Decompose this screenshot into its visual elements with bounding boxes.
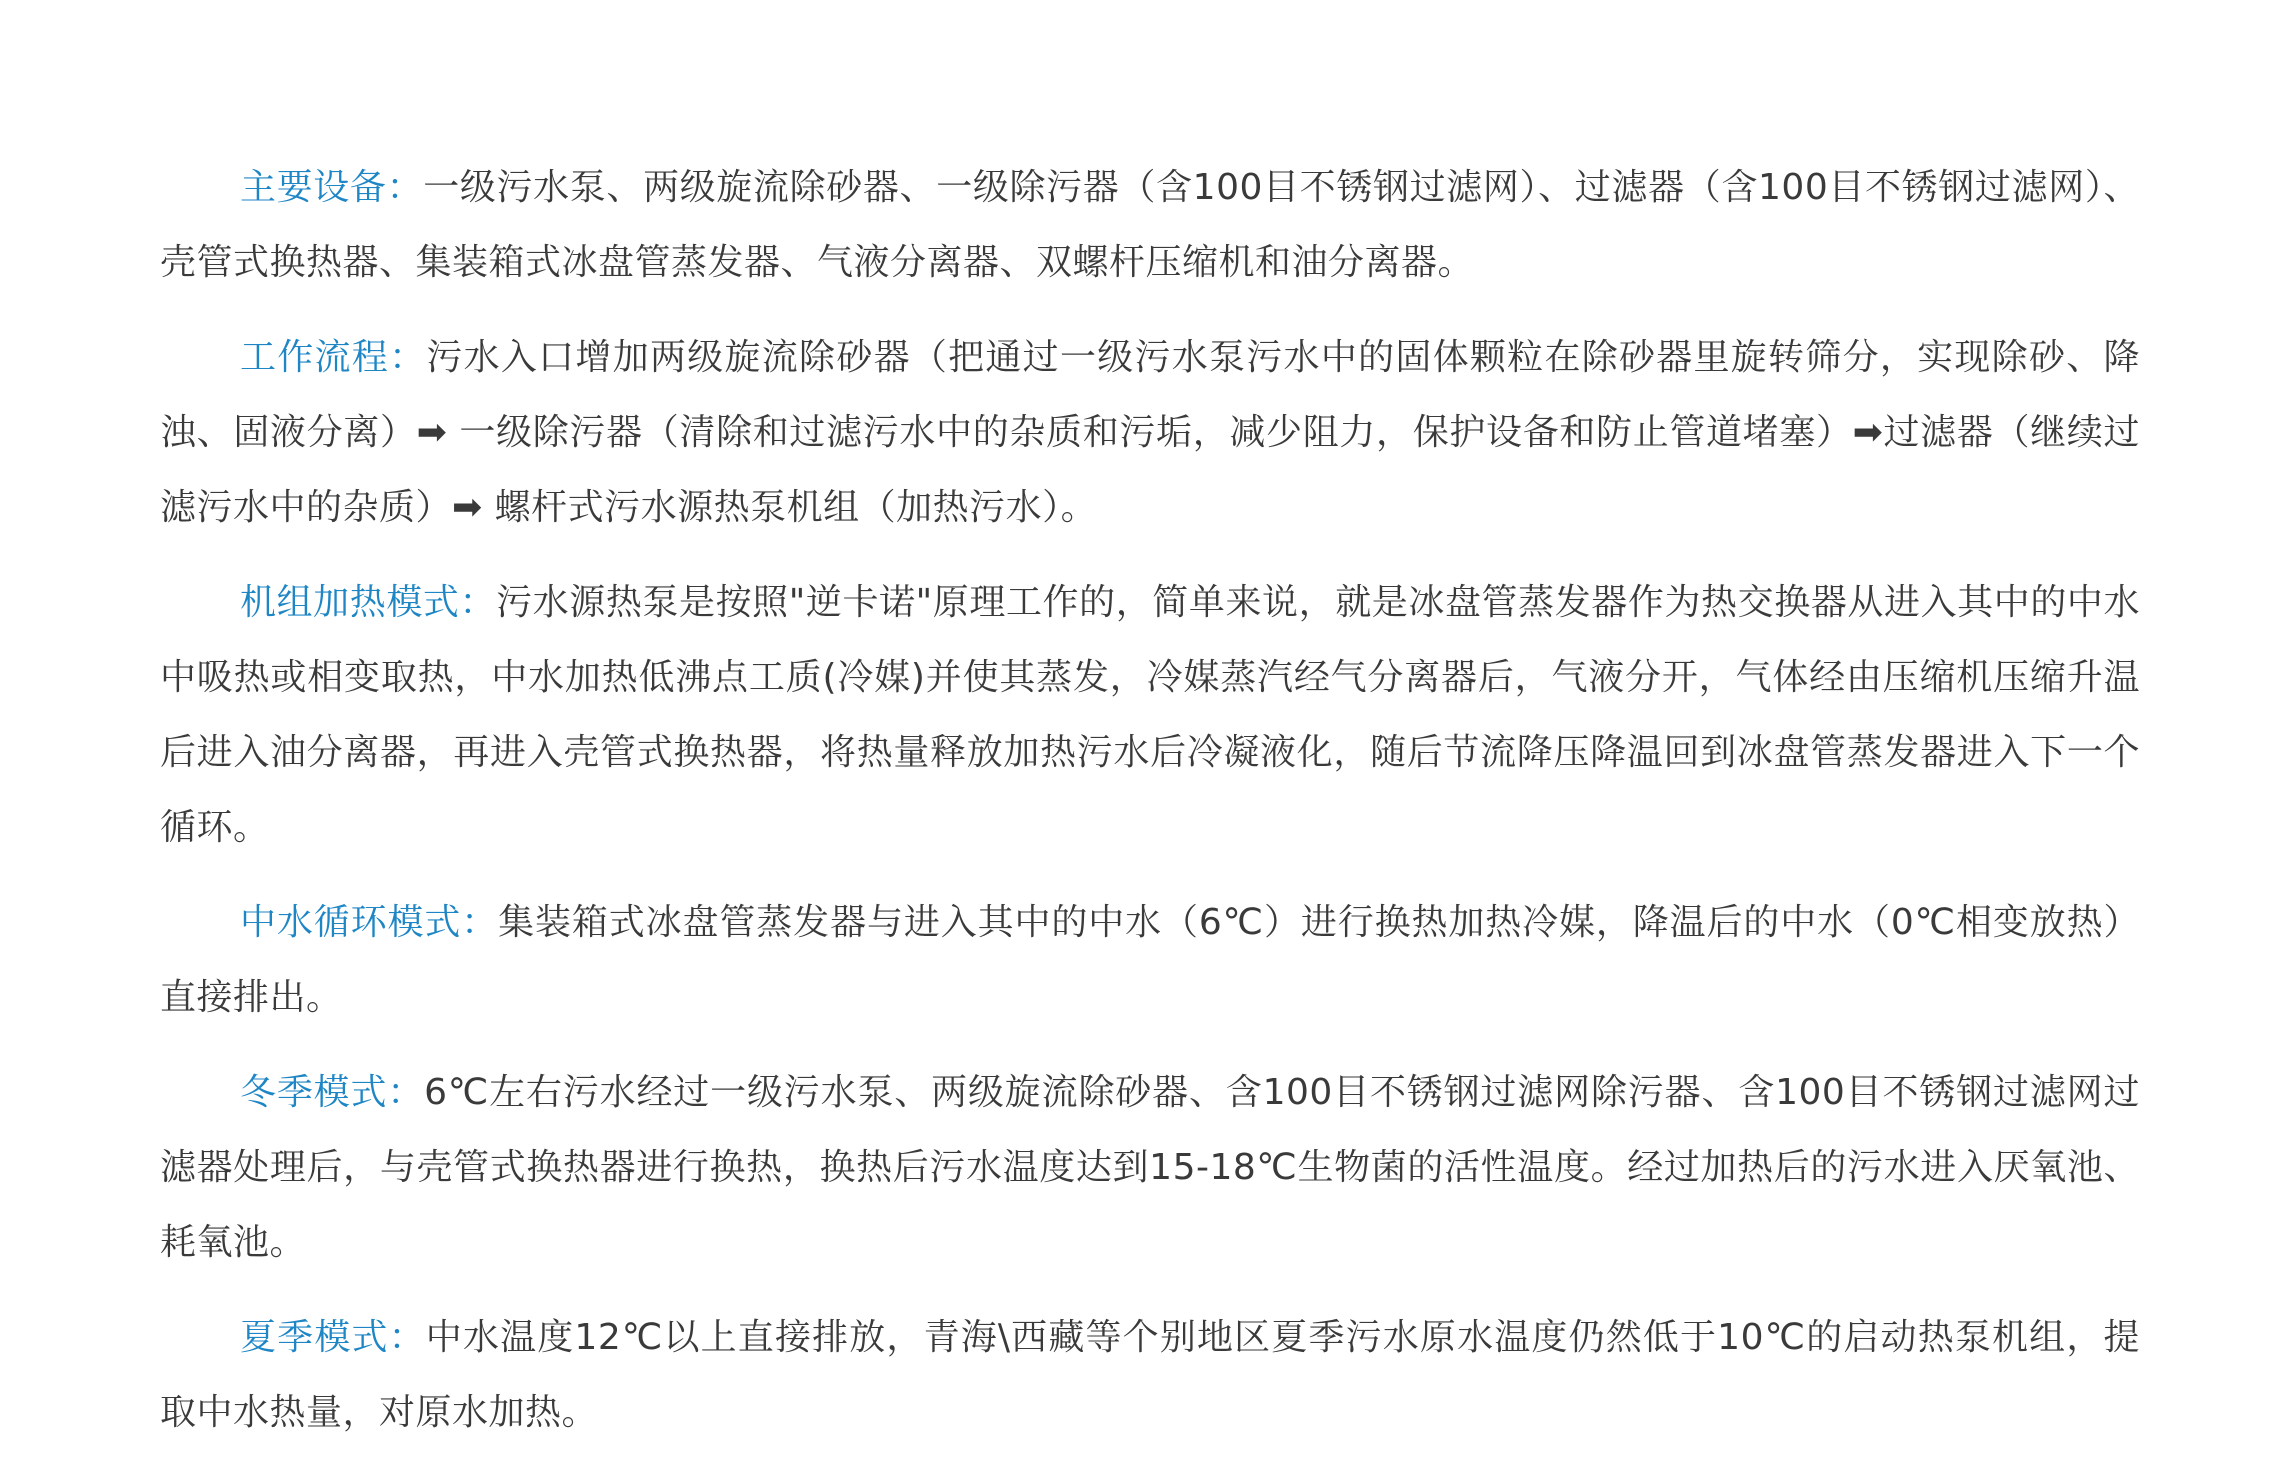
section-label-heating-mode: 机组加热模式： — [240, 582, 497, 623]
section-label-workflow: 工作流程： — [240, 337, 427, 378]
paragraph-heating-mode — [160, 565, 2140, 865]
section-text-heating-mode: 污水源热泵是按照"逆卡诺"原理工作的，简单来说，就是冰盘管蒸发器作为热交换器从进入其中的中水中吸热或相变取热，中水加热低沸点工质(冷媒)并使其蒸发，冷媒蒸汽经气分离器后，气液分开，气体经由压缩机压缩升温后进入油分离器，再进入壳管式换热器，将热量释放加热污水后冷凝液化，随后节流降压降温回到冰盘管蒸发器进入下一个循环。 — [160, 582, 2140, 848]
section-label-reclaimed-water-cycle: 中水循环模式： — [240, 902, 499, 943]
section-text-workflow: 污水入口增加两级旋流除砂器（把通过一级污水泵污水中的固体颗粒在除砂器里旋转筛分，实现除砂、降浊、固液分离）➡ 一级除污器（清除和过滤污水中的杂质和污垢，减少阻力，保护设备和防止管道堵塞）➡过滤器（继续过滤污水中的杂质）➡ 螺杆式污水源热泵机组（加热污水）。 — [160, 337, 2140, 528]
section-label-winter-mode: 冬季模式： — [240, 1072, 425, 1113]
paragraph-main-equipment — [160, 150, 2140, 300]
section-text-main-equipment: 一级污水泵、两级旋流除砂器、一级除污器（含100目不锈钢过滤网）、过滤器（含100目不锈钢过滤网）、壳管式换热器、集装箱式冰盘管蒸发器、气液分离器、双螺杆压缩机和油分离器。 — [160, 167, 2140, 283]
paragraph-workflow — [160, 320, 2140, 545]
section-text-summer-mode: 中水温度12℃以上直接排放，青海\西藏等个别地区夏季污水原水温度仍然低于10℃的启动热泵机组，提取中水热量，对原水加热。 — [160, 1317, 2140, 1433]
paragraph-reclaimed-water-cycle — [160, 885, 2140, 1035]
section-text-reclaimed-water-cycle: 集装箱式冰盘管蒸发器与进入其中的中水（6℃）进行换热加热冷媒，降温后的中水（0℃相变放热）直接排出。 — [160, 902, 2140, 1018]
document-body — [160, 150, 2140, 1450]
paragraph-winter-mode — [160, 1055, 2140, 1280]
section-label-main-equipment: 主要设备： — [240, 167, 424, 208]
paragraph-summer-mode — [160, 1300, 2140, 1450]
section-label-summer-mode: 夏季模式： — [240, 1317, 426, 1358]
section-text-winter-mode: 6℃左右污水经过一级污水泵、两级旋流除砂器、含100目不锈钢过滤网除污器、含100目不锈钢过滤网过滤器处理后，与壳管式换热器进行换热，换热后污水温度达到15-18℃生物菌的活性温度。经过加热后的污水进入厌氧池、耗氧池。 — [160, 1072, 2140, 1263]
